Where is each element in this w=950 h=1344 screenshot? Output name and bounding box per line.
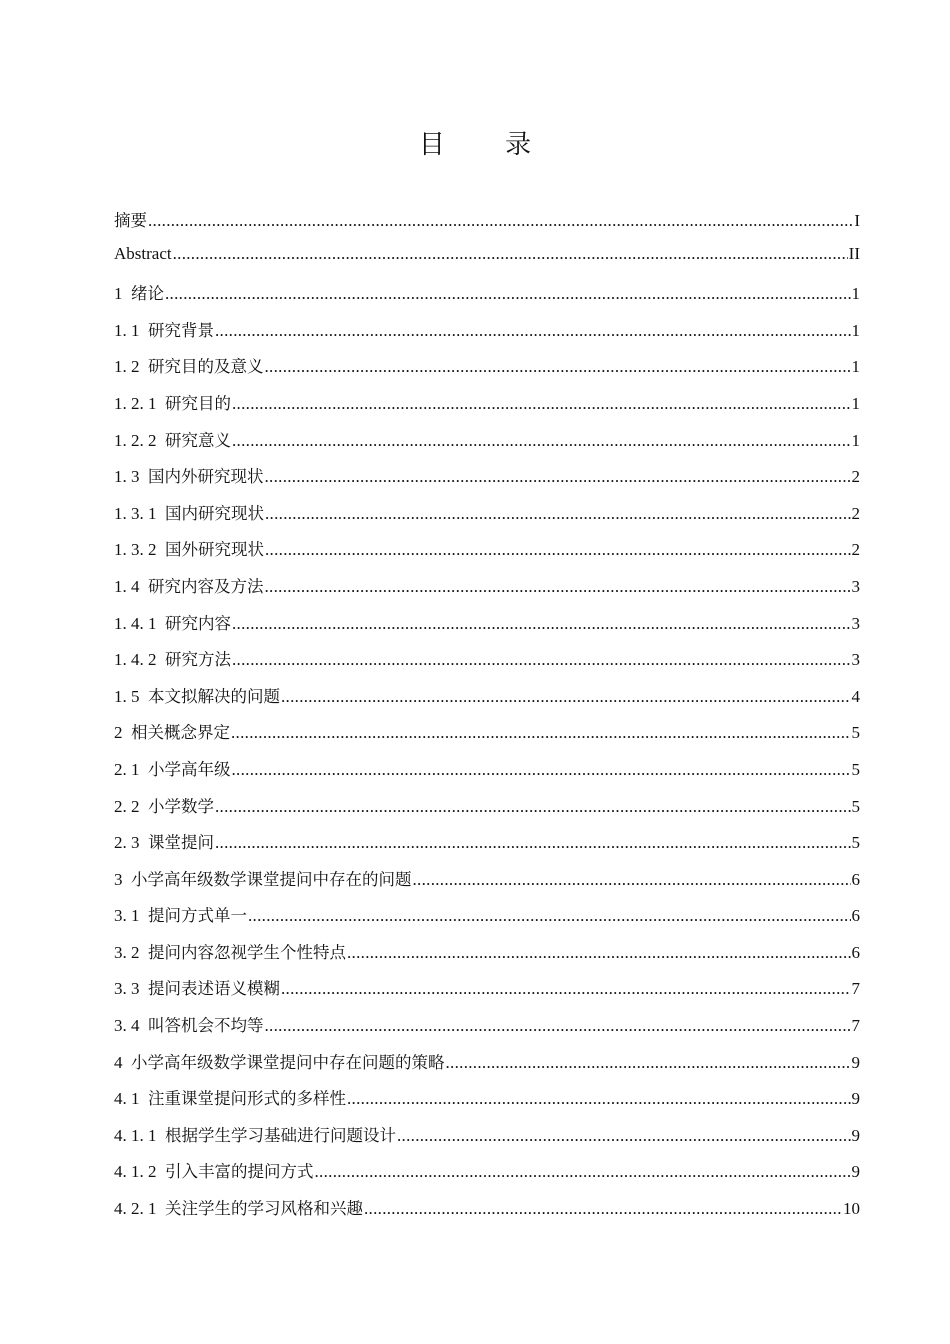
toc-entry-title: 国外研究现状	[165, 540, 264, 560]
toc-entry[interactable]	[114, 683, 860, 720]
toc-entry-label	[114, 1122, 396, 1146]
toc-entry-number: 3. 4	[114, 1016, 140, 1036]
toc-leader-dots	[281, 979, 851, 999]
toc-leader-dots	[397, 1126, 851, 1146]
toc-entry[interactable]	[114, 829, 860, 866]
toc-entry-title: 研究意义	[165, 430, 231, 450]
toc-entry-title: 注重课堂提问形式的多样性	[148, 1089, 346, 1109]
toc-entry-page: 9	[851, 1052, 860, 1072]
toc-entry[interactable]	[114, 1085, 860, 1122]
toc-entry[interactable]	[114, 975, 860, 1012]
toc-entry-label	[114, 317, 214, 341]
toc-entry-page: 4	[851, 686, 860, 706]
toc-entry-number: 1. 5	[114, 686, 140, 706]
toc-entry-number: 2. 1	[114, 759, 140, 779]
toc-entry-label	[114, 500, 264, 524]
table-of-contents	[114, 207, 860, 1232]
toc-entry-number: 1. 1	[114, 320, 140, 340]
toc-leader-dots	[413, 870, 851, 890]
toc-entry-page: 1	[851, 284, 860, 304]
toc-leader-dots	[265, 1016, 851, 1036]
toc-entry-number: 3. 1	[114, 906, 140, 926]
toc-entry-page: 3	[851, 650, 860, 670]
toc-leader-dots	[265, 357, 851, 377]
toc-entry-number: 4. 1. 2	[114, 1162, 157, 1182]
toc-entry-title: Abstract	[114, 243, 172, 263]
toc-leader-dots	[265, 540, 851, 560]
toc-entry-page: 9	[851, 1125, 860, 1145]
toc-entry-number: 4. 1. 1	[114, 1125, 157, 1145]
toc-entry-label	[114, 939, 346, 963]
toc-entry[interactable]	[114, 536, 860, 573]
toc-leader-dots	[148, 211, 853, 231]
toc-leader-dots	[315, 1162, 851, 1182]
toc-entry[interactable]	[114, 1158, 860, 1195]
toc-leader-dots	[215, 321, 851, 341]
toc-entry-page: 2	[851, 540, 860, 560]
toc-entry-label	[114, 280, 164, 304]
toc-leader-dots	[173, 244, 848, 264]
toc-entry-number: 1. 4. 2	[114, 650, 157, 670]
toc-entry-number: 1. 2. 1	[114, 393, 157, 413]
toc-leader-dots	[364, 1199, 842, 1219]
toc-entry[interactable]	[114, 610, 860, 647]
toc-entry-number: 4. 1	[114, 1089, 140, 1109]
toc-entry-title: 根据学生学习基础进行问题设计	[165, 1125, 396, 1145]
toc-entry[interactable]	[114, 793, 860, 830]
toc-leader-dots	[232, 760, 851, 780]
toc-entry-label	[114, 683, 280, 707]
toc-entry-label	[114, 866, 412, 890]
toc-entry-page: 2	[851, 503, 860, 523]
toc-leader-dots	[347, 943, 851, 963]
toc-entry[interactable]	[114, 719, 860, 756]
toc-entry-page: 1	[851, 393, 860, 413]
toc-entry-title: 叫答机会不均等	[148, 1016, 264, 1036]
toc-entry-label	[114, 793, 214, 817]
toc-entry-number: 1. 3. 1	[114, 503, 157, 523]
toc-entry[interactable]	[114, 390, 860, 427]
toc-entry-title: 小学高年级	[148, 759, 231, 779]
toc-entry-number: 1. 3	[114, 467, 140, 487]
toc-entry-page: 5	[851, 759, 860, 779]
toc-entry-number: 2. 3	[114, 833, 140, 853]
toc-entry-page: 7	[851, 979, 860, 999]
toc-entry-number: 1	[114, 284, 123, 304]
toc-leader-dots	[232, 394, 851, 414]
toc-leader-dots	[265, 577, 851, 597]
toc-entry[interactable]	[114, 207, 860, 244]
toc-entry-page: 3	[851, 576, 860, 596]
toc-entry-page: 6	[851, 942, 860, 962]
toc-entry[interactable]	[114, 756, 860, 793]
toc-entry-label	[114, 207, 147, 231]
toc-leader-dots	[232, 650, 851, 670]
toc-entry-title: 摘要	[114, 211, 147, 230]
toc-leader-dots	[232, 614, 851, 634]
toc-entry-number: 1. 2	[114, 357, 140, 377]
toc-entry-title: 国内研究现状	[165, 503, 264, 523]
toc-entry-label	[114, 463, 264, 487]
toc-entry-page: 2	[851, 467, 860, 487]
toc-entry-number: 4. 2. 1	[114, 1199, 157, 1219]
toc-entry[interactable]	[114, 244, 860, 281]
toc-entry-title: 小学高年级数学课堂提问中存在问题的策略	[131, 1052, 445, 1072]
toc-entry-page: 3	[851, 613, 860, 633]
toc-entry-label	[114, 1195, 363, 1219]
toc-leader-dots	[248, 906, 851, 926]
toc-entry-label	[114, 646, 231, 670]
toc-entry[interactable]	[114, 353, 860, 390]
toc-entry-title: 本文拟解决的问题	[148, 686, 280, 706]
toc-entry[interactable]	[114, 463, 860, 500]
toc-leader-dots	[215, 797, 851, 817]
toc-entry-label	[114, 756, 231, 780]
toc-leader-dots	[446, 1053, 851, 1073]
toc-entry-label	[114, 829, 214, 853]
toc-entry[interactable]	[114, 1049, 860, 1086]
toc-entry-label	[114, 390, 231, 414]
toc-entry-page: 7	[851, 1016, 860, 1036]
toc-leader-dots	[231, 723, 851, 743]
toc-entry-label	[114, 353, 264, 377]
toc-leader-dots	[347, 1089, 851, 1109]
toc-entry-page: 6	[851, 869, 860, 889]
toc-entry-title: 研究内容及方法	[148, 576, 264, 596]
toc-entry[interactable]	[114, 280, 860, 317]
toc-entry-label	[114, 244, 172, 264]
toc-entry-number: 3	[114, 869, 123, 889]
toc-entry-title: 研究方法	[165, 650, 231, 670]
toc-entry-label	[114, 573, 264, 597]
toc-entry-page: 5	[851, 796, 860, 816]
toc-leader-dots	[281, 687, 851, 707]
toc-entry-label	[114, 1085, 346, 1109]
toc-entry[interactable]	[114, 573, 860, 610]
page-title: 目 录	[418, 130, 558, 160]
toc-entry-label	[114, 1012, 264, 1036]
toc-entry-page: 1	[851, 430, 860, 450]
toc-entry[interactable]	[114, 427, 860, 464]
toc-entry-title: 提问内容忽视学生个性特点	[148, 942, 346, 962]
toc-entry[interactable]	[114, 866, 860, 903]
toc-entry-title: 提问表述语义模糊	[148, 979, 280, 999]
toc-entry[interactable]	[114, 1012, 860, 1049]
toc-entry-label	[114, 610, 231, 634]
toc-entry-label	[114, 902, 247, 926]
toc-leader-dots	[265, 504, 851, 524]
toc-entry[interactable]	[114, 646, 860, 683]
toc-entry-title: 研究目的及意义	[148, 357, 264, 377]
toc-entry-page: 1	[851, 357, 860, 377]
toc-entry-label	[114, 1158, 314, 1182]
toc-entry-page: 9	[851, 1162, 860, 1182]
toc-entry-page: 10	[843, 1199, 860, 1219]
toc-entry-title: 关注学生的学习风格和兴趣	[165, 1199, 363, 1219]
toc-entry-page: I	[854, 211, 860, 230]
toc-entry-page: 1	[851, 320, 860, 340]
toc-entry-label	[114, 536, 264, 560]
toc-entry-number: 4	[114, 1052, 123, 1072]
toc-entry-title: 相关概念界定	[131, 723, 230, 743]
toc-entry[interactable]	[114, 1122, 860, 1159]
toc-entry-page: II	[848, 243, 860, 263]
toc-entry-label	[114, 1049, 445, 1073]
toc-leader-dots	[165, 284, 851, 304]
toc-entry-title: 小学高年级数学课堂提问中存在的问题	[131, 869, 412, 889]
toc-entry-page: 5	[851, 723, 860, 743]
toc-entry-page: 9	[851, 1089, 860, 1109]
toc-entry-title: 引入丰富的提问方式	[165, 1162, 314, 1182]
toc-leader-dots	[215, 833, 851, 853]
toc-entry-title: 提问方式单一	[148, 906, 247, 926]
toc-entry-title: 课堂提问	[148, 833, 214, 853]
toc-entry[interactable]	[114, 317, 860, 354]
toc-leader-dots	[265, 467, 851, 487]
toc-entry-label	[114, 975, 280, 999]
toc-entry[interactable]	[114, 939, 860, 976]
toc-entry-page: 6	[851, 906, 860, 926]
toc-entry[interactable]	[114, 500, 860, 537]
toc-entry[interactable]	[114, 1195, 860, 1232]
toc-entry-number: 3. 3	[114, 979, 140, 999]
toc-entry-label	[114, 427, 231, 451]
toc-entry-title: 小学数学	[148, 796, 214, 816]
toc-entry-title: 研究目的	[165, 393, 231, 413]
toc-leader-dots	[232, 431, 851, 451]
toc-entry-number: 1. 4	[114, 576, 140, 596]
toc-entry-number: 2. 2	[114, 796, 140, 816]
toc-entry-number: 1. 3. 2	[114, 540, 157, 560]
toc-entry-number: 3. 2	[114, 942, 140, 962]
toc-entry-title: 研究背景	[148, 320, 214, 340]
toc-entry-number: 2	[114, 723, 123, 743]
toc-entry-number: 1. 4. 1	[114, 613, 157, 633]
toc-entry-page: 5	[851, 833, 860, 853]
toc-entry-label	[114, 719, 230, 743]
toc-entry[interactable]	[114, 902, 860, 939]
toc-entry-title: 绪论	[131, 284, 164, 304]
toc-entry-title: 研究内容	[165, 613, 231, 633]
toc-entry-number: 1. 2. 2	[114, 430, 157, 450]
toc-entry-title: 国内外研究现状	[148, 467, 264, 487]
